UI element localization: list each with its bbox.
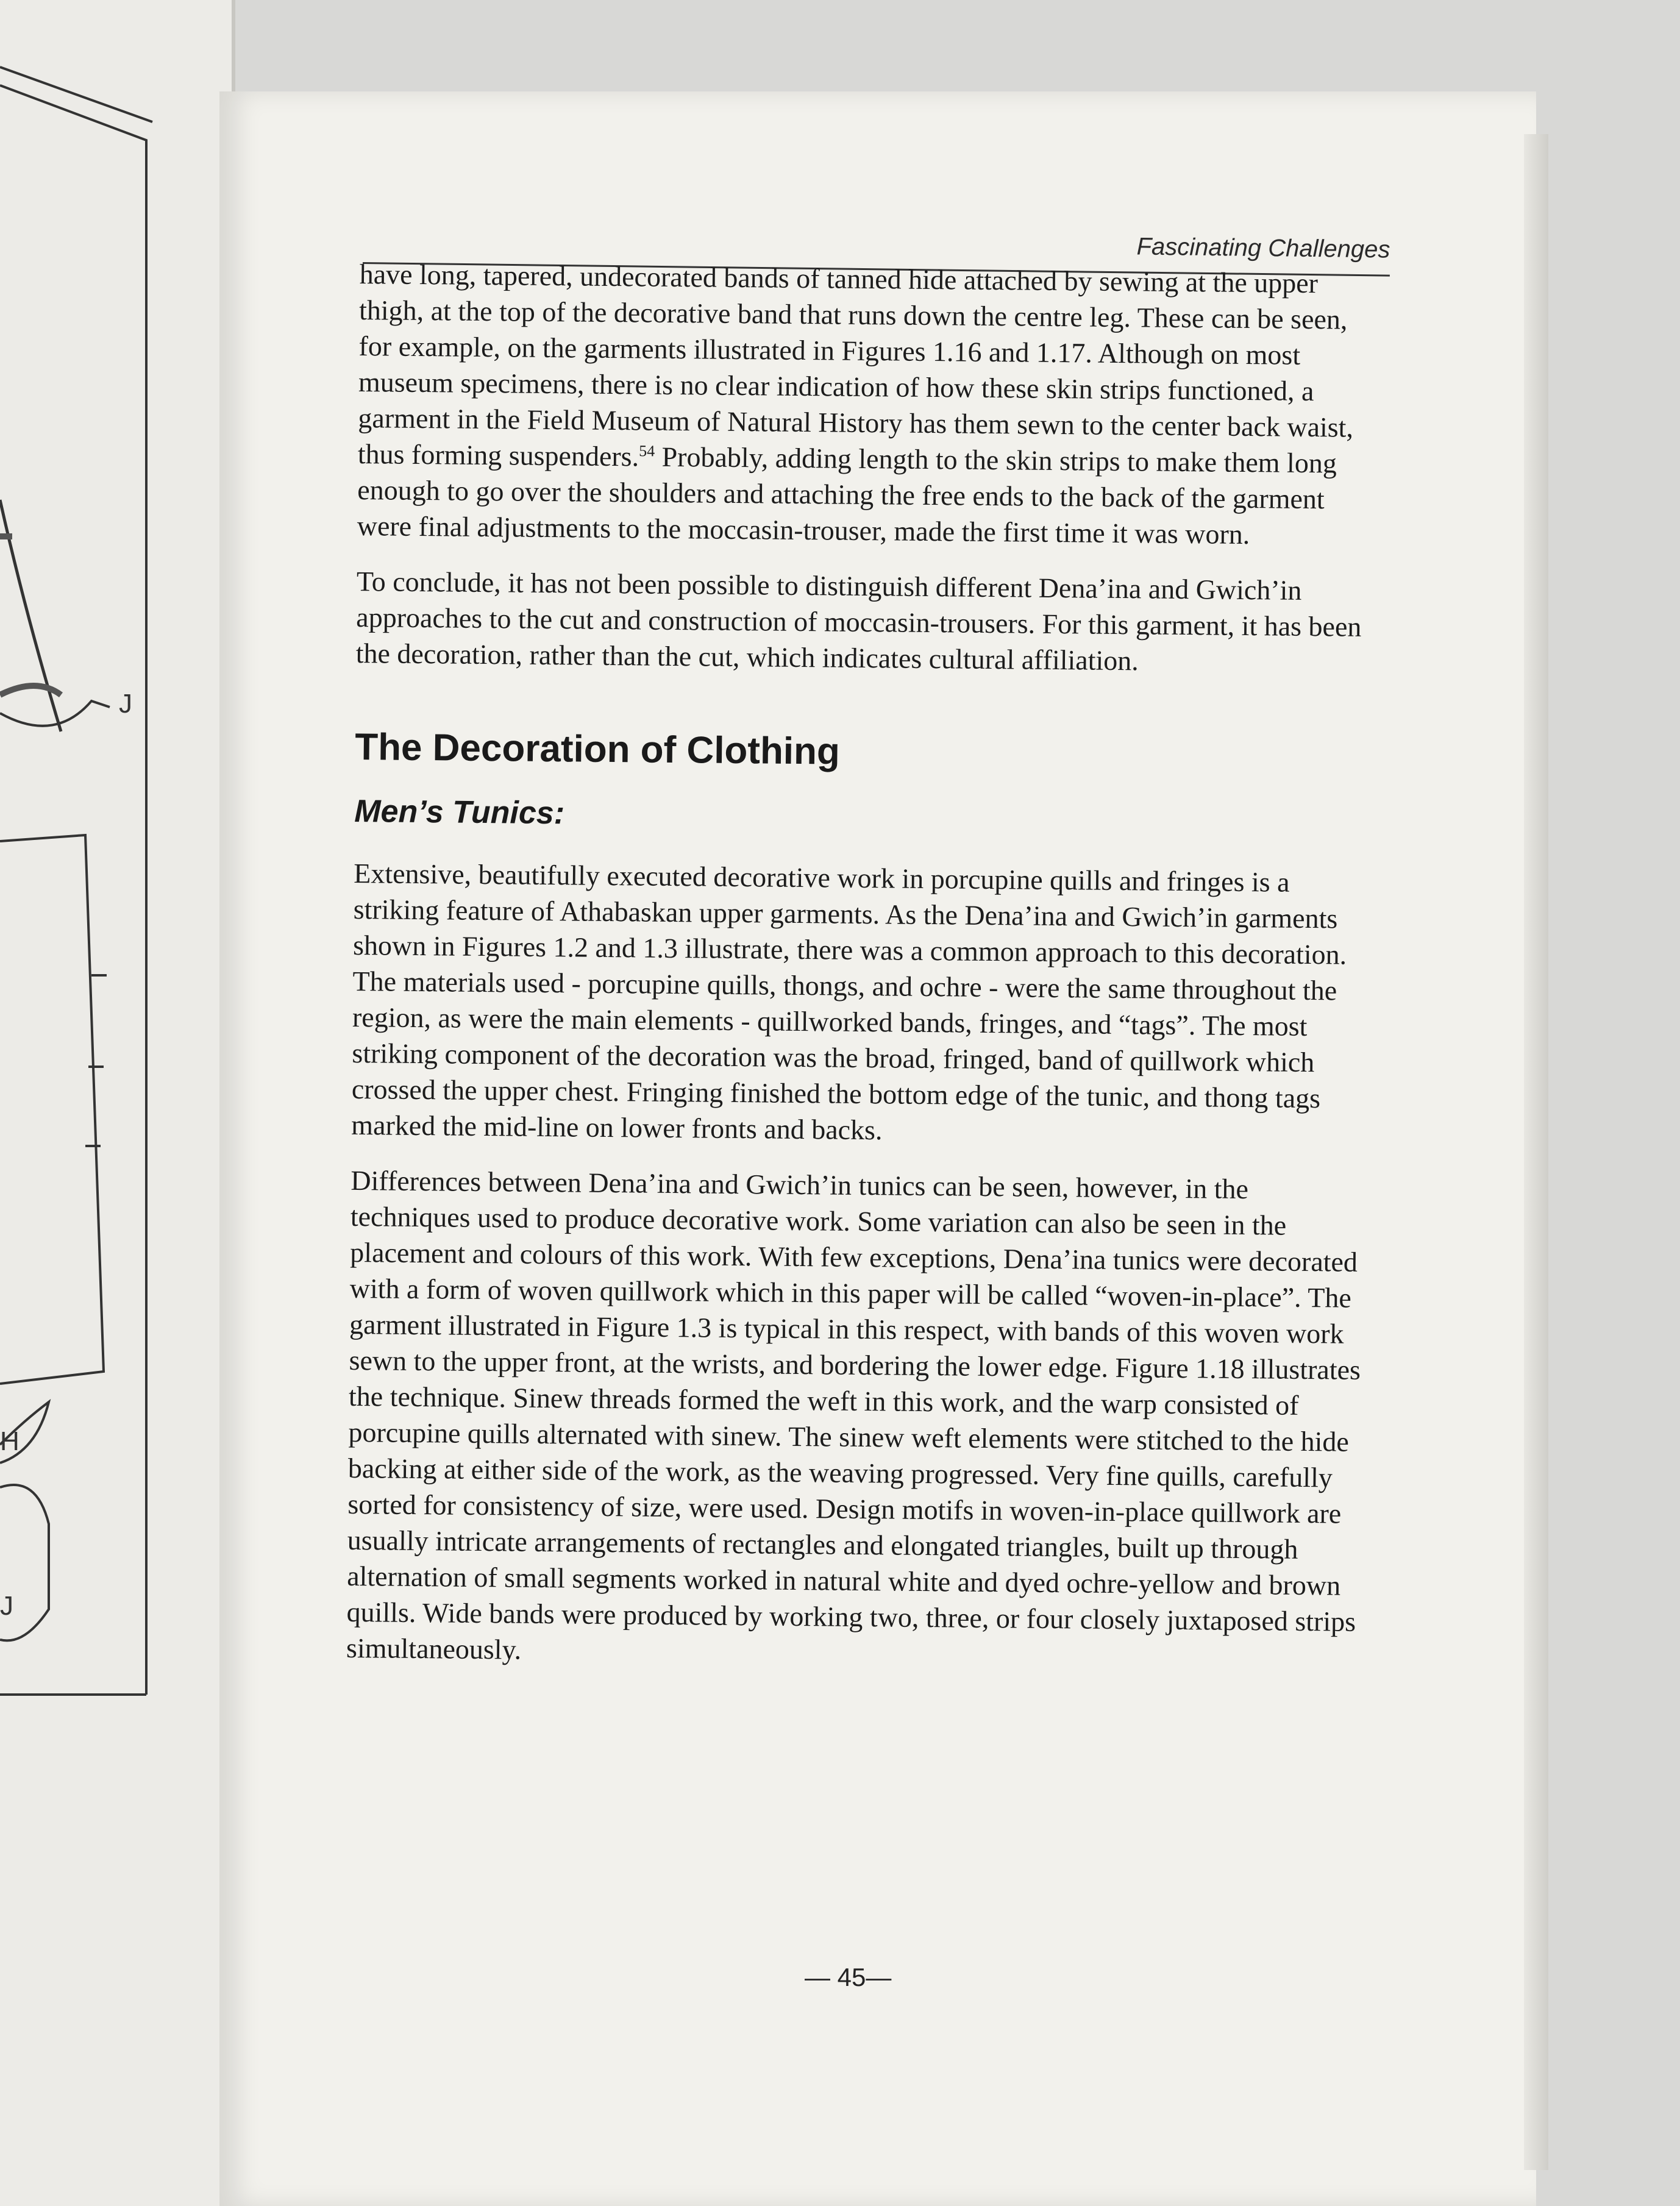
paragraph: To conclude, it has not been possible to distinguish different Dena’ina and Gwich’in approaches to the cut and construction of moccasin-trousers. For this garment, it has been the decoration, rather than the cut, which indicates cultural affiliation.	[355, 565, 1362, 677]
page-content	[346, 256, 1383, 1695]
pattern-diagram	[0, 0, 232, 2206]
page-number: — 45—	[805, 1963, 892, 1991]
paragraph: Extensive, beautifully executed decorative work in porcupine quills and fringes is a striking feature of Athabaskan upper garments. As the Dena’ina and Gwich’in garments shown in Figures 1.2 and 1.3 illustrate, there was a common approach to this decoration. The materials used - porcupine quills, thongs, and ochre - were the same throughout the region, as were the main elements - quillworked bands, fringes, and “tags”. The most striking component of the decoration was the broad, fringed, band of quillwork which crossed the upper chest. Fringing finished the bottom edge of the tunic, and thong tags marked the mid-line on lower fronts and backs.	[351, 857, 1347, 1146]
diagram-label: J	[0, 1591, 13, 1621]
paragraph-text: have long, tapered, undecorated bands of tanned hide attached by sewing at the upper thigh, at the top of the decorative band that runs down the centre leg. These can be seen, for example, on the garments illustrated in Figures 1.16 and 1.17. Although on most museum specimens, there is no clear indication of how these skin strips functioned, a garment in the Field Museum of Natural History has them sewn to the center back waist, thus forming suspenders.	[357, 258, 1354, 472]
section-heading: The Decoration of Clothing	[354, 725, 841, 773]
footnote-reference: 54	[639, 442, 655, 460]
paragraph	[357, 256, 1383, 553]
left-facing-page	[0, 0, 235, 2206]
subsection-heading: Men’s Tunics:	[354, 793, 565, 831]
diagram-label: H	[0, 1426, 20, 1456]
diagram-label: J	[119, 689, 132, 719]
running-header-title: Fascinating Challenges	[1136, 233, 1390, 263]
page-edge	[1524, 134, 1548, 2170]
paragraph: Differences between Dena’ina and Gwich’in tunics can be seen, however, in the techniques used to produce decorative work. Some variation can also be seen in the placement and colours of this work. With few exceptions, Dena’ina tunics were decorated with a form of woven quillwork which in this paper will be called “woven-in-place”. The garment illustrated in Figure 1.3 is typical in this respect, with bands of this woven work sewn to the upper front, at the wrists, and bordering the lower edge. Figure 1.18 illustrates the technique. Sinew threads formed the weft in this work, and the warp consisted of porcupine quills alternated with sinew. The sinew weft elements were stitched to the hide backing at either side of the work, as the weaving progressed. Very fine quills, carefully sorted for consistency of size, were used. Design motifs in woven-in-place quillwork are usually intricate arrangements of rectangles and elongated triangles, built up through alternation of small segments worked in natural white and dyed ochre-yellow and brown quills. Wide bands were produced by working two, three, or four closely juxtaposed strips simultaneously.	[346, 1164, 1361, 1665]
paragraph-text: Probably, adding length to the skin strips to make them long enough to go over the shoulders and attaching the free ends to the back of the garment were final adjustments to the moccasin-trouser, made the first time it was worn.	[357, 441, 1337, 550]
